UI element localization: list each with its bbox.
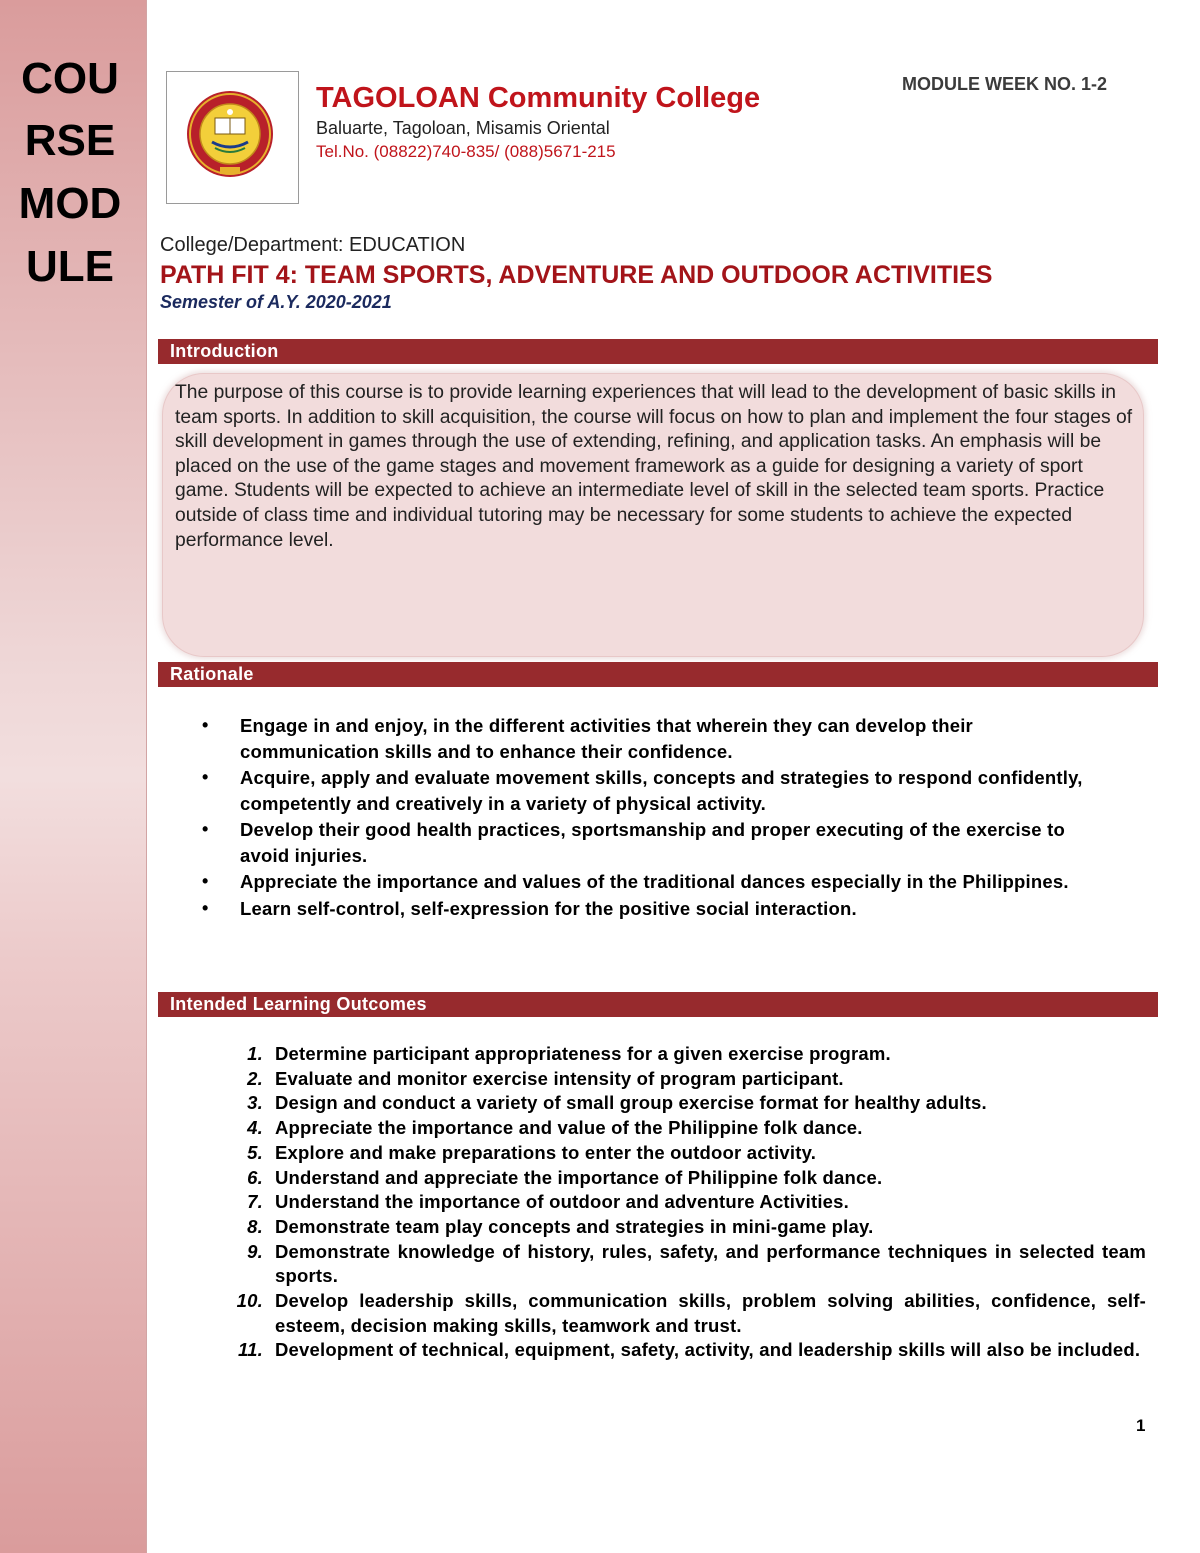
list-item (230, 1338, 1146, 1363)
list-item (230, 1166, 1146, 1191)
rationale-text: Appreciate the importance and values of the traditional dances especially in the Philippines. (240, 871, 1069, 892)
rationale-text: Acquire, apply and evaluate movement skills, concepts and strategies to respond confidently, competently and creatively in a variety of physical activity. (240, 767, 1083, 814)
outcome-number: 3. (247, 1092, 263, 1114)
list-item (230, 1116, 1146, 1141)
list-item (230, 1240, 1146, 1289)
outcome-number: 10. (236, 1290, 263, 1312)
module-week: MODULE WEEK NO. 1-2 (902, 74, 1108, 94)
course-title: PATH FIT 4: TEAM SPORTS, ADVENTURE AND OUTDOOR ACTIVITIES (160, 261, 993, 289)
sidebar-word: COU (21, 54, 119, 103)
outcome-text: Evaluate and monitor exercise intensity of program participant. (275, 1067, 844, 1089)
rationale-text: Develop their good health practices, sportsmanship and proper executing of the exercise to avoid injuries. (240, 819, 1065, 866)
outcome-number: 11. (238, 1339, 263, 1361)
college-logo (166, 71, 299, 204)
section-header-introduction: Introduction (158, 339, 1158, 364)
outcome-text: Explore and make preparations to enter the outdoor activity. (275, 1141, 817, 1163)
outcome-text: Develop leadership skills, communication skills, problem solving abilities, confidence, self-esteem, decision making skills, teamwork and trust. (275, 1290, 1146, 1336)
introduction-text: The purpose of this course is to provide learning experiences that will lead to the development of basic skills in team sports. In addition to skill acquisition, the course will focus on how to plan and implement the four stages of skill development in games through the use of extending, refining, and application tasks. An emphasis will be placed on the use of the game stages and movement framework as a guide for designing a variety of sport game. Students will be expected to achieve an intermediate level of skill in the selected team sports. Practice outside of class time and individual tutoring may be necessary for some students to achieve the expected performance level. (175, 382, 1133, 551)
college-address: Baluarte, Tagoloan, Misamis Oriental (316, 118, 610, 138)
list-item (230, 1190, 1146, 1215)
department: College/Department: EDUCATION (160, 234, 466, 256)
college-name: TAGOLOAN Community College (316, 82, 761, 114)
list-item (230, 1289, 1146, 1338)
rationale-list (200, 713, 1100, 922)
college-seal-icon (167, 72, 298, 203)
sidebar-word: ULE (26, 242, 114, 291)
sidebar-word: RSE (24, 116, 116, 165)
college-telephone: Tel.No. (08822)740-835/ (088)5671-215 (316, 142, 616, 161)
outcome-number: 8. (247, 1215, 263, 1237)
list-item (200, 713, 1100, 764)
semester: Semester of A.Y. 2020-2021 (160, 292, 392, 312)
bullet-icon: • (202, 767, 209, 787)
list-item (230, 1215, 1146, 1240)
outcome-number: 6. (247, 1166, 263, 1188)
list-item (200, 896, 1100, 922)
list-item (200, 817, 1100, 868)
bullet-icon: • (202, 715, 209, 735)
outcome-number: 5. (247, 1141, 263, 1163)
outcome-number: 1. (247, 1043, 263, 1064)
section-header-outcomes: Intended Learning Outcomes (158, 992, 1158, 1017)
outcome-number: 4. (247, 1117, 263, 1139)
list-item (230, 1141, 1146, 1166)
rationale-text: Learn self-control, self-expression for the positive social interaction. (240, 897, 857, 919)
list-item (230, 1091, 1146, 1116)
bullet-icon: • (202, 871, 209, 891)
outcome-text: Understand the importance of outdoor and adventure Activities. (275, 1191, 849, 1213)
outcomes-list (230, 1042, 1146, 1363)
outcome-text: Design and conduct a variety of small group exercise format for healthy adults. (275, 1092, 987, 1114)
sidebar-band (0, 0, 147, 1553)
outcome-text: Development of technical, equipment, safety, activity, and leadership skills will also be included. (275, 1339, 1141, 1361)
list-item (230, 1067, 1146, 1092)
list-item (200, 765, 1100, 816)
sidebar-word: MOD (18, 179, 122, 228)
section-header-rationale: Rationale (158, 662, 1158, 687)
bullet-icon: • (202, 819, 209, 839)
outcome-text: Demonstrate knowledge of history, rules, safety, and performance techniques in selected team sports. (275, 1240, 1146, 1287)
bullet-icon: • (202, 897, 209, 918)
outcome-text: Appreciate the importance and value of the Philippine folk dance. (275, 1117, 863, 1139)
outcome-number: 2. (247, 1067, 263, 1089)
outcome-number: 9. (247, 1240, 263, 1262)
outcome-text: Determine participant appropriateness for a given exercise program. (275, 1043, 891, 1064)
outcome-number: 7. (247, 1191, 263, 1213)
outcome-text: Demonstrate team play concepts and strategies in mini-game play. (275, 1215, 874, 1237)
page-number: 1 (1136, 1416, 1146, 1435)
list-item (230, 1042, 1146, 1067)
outcome-text: Understand and appreciate the importance of Philippine folk dance. (275, 1166, 883, 1188)
rationale-text: Engage in and enjoy, in the different activities that wherein they can develop their communication skills and to enhance their confidence. (240, 715, 973, 762)
list-item (200, 869, 1100, 895)
